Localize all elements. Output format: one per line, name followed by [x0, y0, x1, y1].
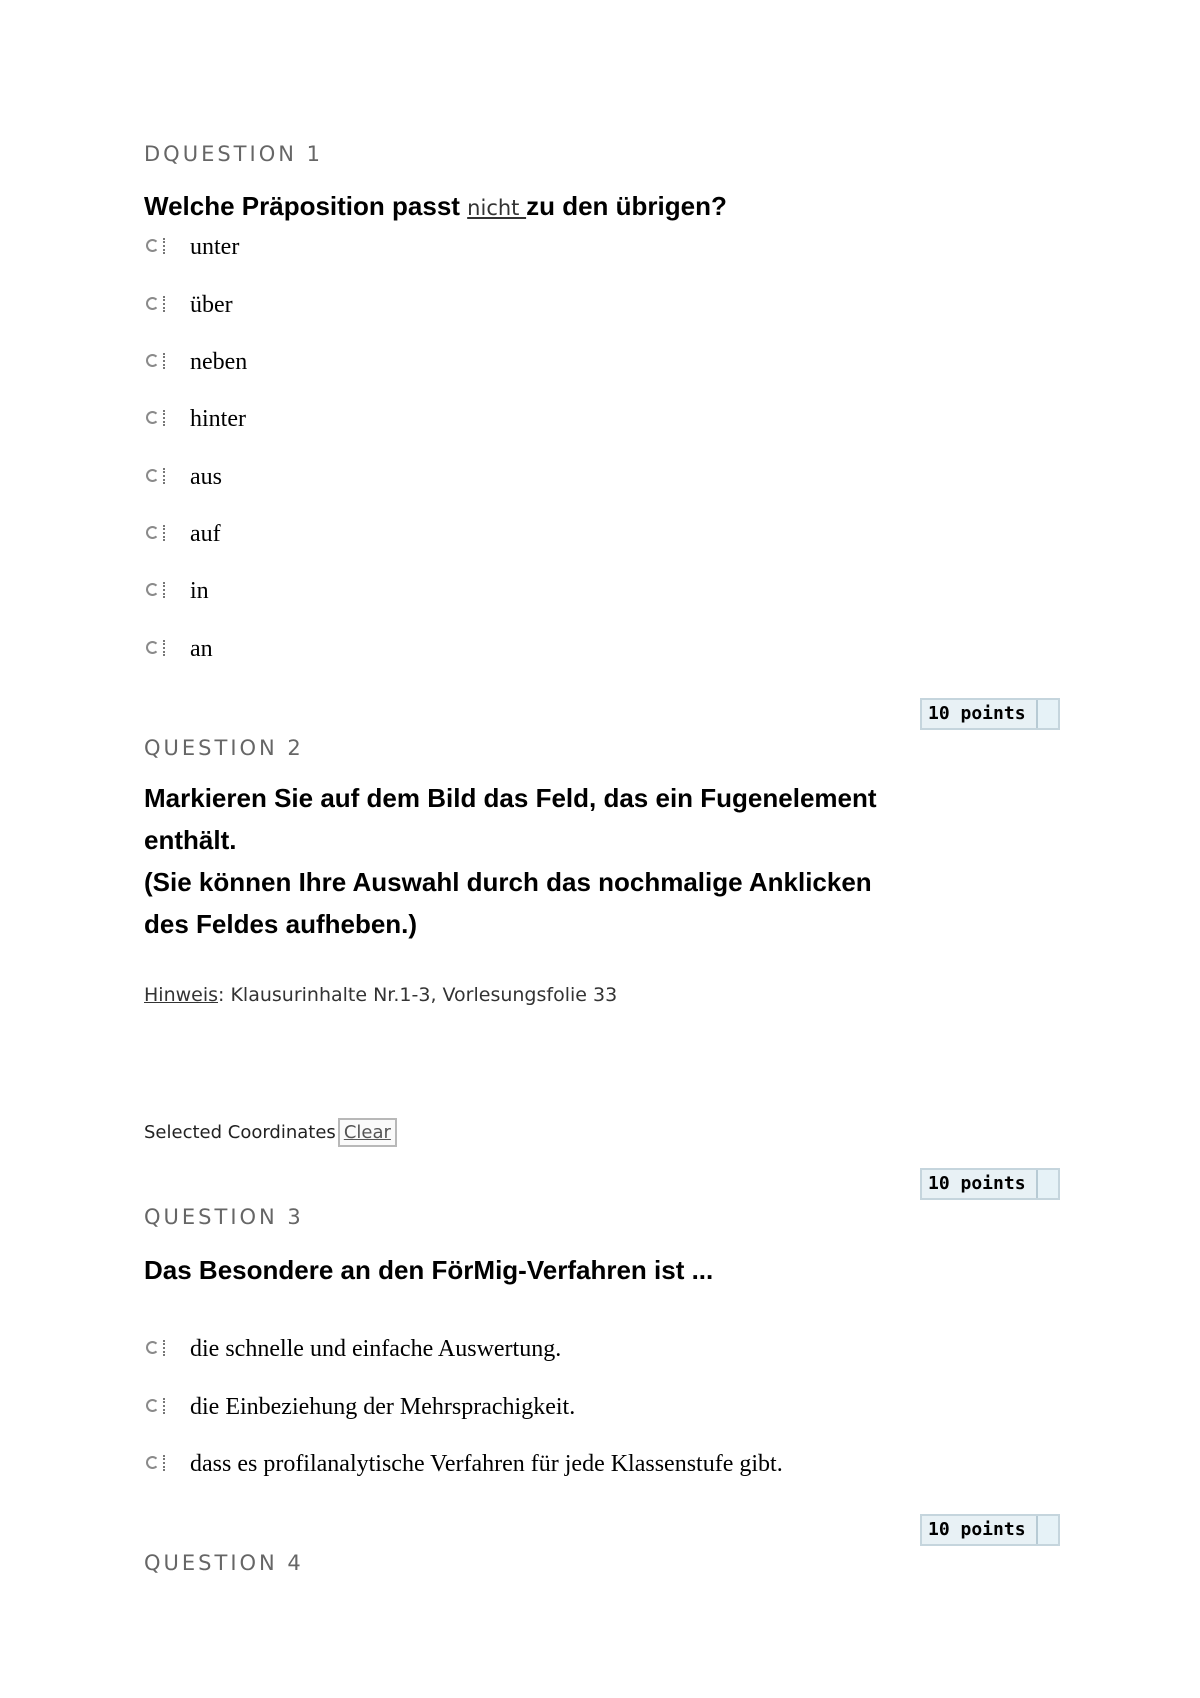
question-3-points-badge	[920, 1514, 1060, 1546]
option-label: dass es profilanalytische Verfahren für jede Klassenstufe gibt.	[190, 1450, 783, 1477]
points-label: 10 points	[922, 700, 1038, 728]
option-label: in	[190, 577, 209, 604]
radio-button[interactable]	[146, 1452, 176, 1476]
option-label: über	[190, 291, 233, 318]
question-2-text-line: enthält.	[144, 825, 237, 855]
clear-button[interactable]: Clear	[338, 1118, 397, 1147]
question-1-text-after: zu den übrigen?	[526, 191, 727, 221]
question-2-hint	[144, 984, 617, 1006]
question-1-text-underlined: nicht	[467, 196, 527, 220]
question-4-label: QUESTION 4	[144, 1551, 304, 1575]
option-label: aus	[190, 463, 222, 490]
question-1-points-badge	[920, 698, 1060, 730]
radio-button[interactable]	[146, 293, 176, 317]
question-1-option[interactable]	[146, 230, 239, 264]
selected-coordinates	[144, 1118, 397, 1147]
selected-coordinates-label: Selected Coordinates	[144, 1122, 336, 1143]
radio-button[interactable]	[146, 407, 176, 431]
option-label: unter	[190, 233, 240, 260]
radio-button[interactable]	[146, 1395, 176, 1419]
question-2-text	[144, 777, 1064, 945]
question-2-text-line: (Sie können Ihre Auswahl durch das nochmalige Anklicken	[144, 867, 872, 897]
question-1-label: DQUESTION 1	[144, 142, 323, 166]
radio-button[interactable]	[146, 637, 176, 661]
question-1-option[interactable]	[146, 345, 247, 379]
option-label: die Einbeziehung der Mehrsprachigkeit.	[190, 1393, 576, 1420]
radio-button[interactable]	[146, 579, 176, 603]
question-3-label: QUESTION 3	[144, 1205, 304, 1229]
radio-button[interactable]	[146, 1337, 176, 1361]
hint-text: : Klausurinhalte Nr.1-3, Vorlesungsfolie 33	[218, 984, 618, 1006]
question-2-text-line: Markieren Sie auf dem Bild das Feld, das ein Fugenelement	[144, 783, 877, 813]
points-label: 10 points	[922, 1516, 1038, 1544]
question-3-option[interactable]	[146, 1390, 575, 1424]
hint-label: Hinweis	[144, 984, 219, 1006]
question-1-option[interactable]	[146, 574, 209, 608]
question-2-points-badge	[920, 1168, 1060, 1200]
points-box	[1038, 700, 1058, 728]
question-3-text: Das Besondere an den FörMig-Verfahren ist ...	[144, 1255, 714, 1285]
question-1-option[interactable]	[146, 460, 222, 494]
points-box	[1038, 1170, 1058, 1198]
question-1-option[interactable]	[146, 402, 246, 436]
radio-button[interactable]	[146, 522, 176, 546]
question-1-option[interactable]	[146, 517, 221, 551]
question-1-option[interactable]	[146, 632, 213, 666]
question-3-option[interactable]	[146, 1447, 783, 1481]
question-2-text-line: des Feldes aufheben.)	[144, 909, 418, 939]
radio-button[interactable]	[146, 465, 176, 489]
question-1-text-before: Welche Präposition passt	[144, 191, 468, 221]
option-label: die schnelle und einfache Auswertung.	[190, 1335, 562, 1362]
radio-button[interactable]	[146, 235, 176, 259]
question-1-option[interactable]	[146, 288, 233, 322]
option-label: auf	[190, 520, 221, 547]
question-3-option[interactable]	[146, 1332, 561, 1366]
question-2-label: QUESTION 2	[144, 736, 304, 760]
points-box	[1038, 1516, 1058, 1544]
question-1-text	[144, 185, 727, 229]
option-label: neben	[190, 348, 248, 375]
radio-button[interactable]	[146, 350, 176, 374]
option-label: an	[190, 635, 213, 662]
option-label: hinter	[190, 405, 246, 432]
points-label: 10 points	[922, 1170, 1038, 1198]
